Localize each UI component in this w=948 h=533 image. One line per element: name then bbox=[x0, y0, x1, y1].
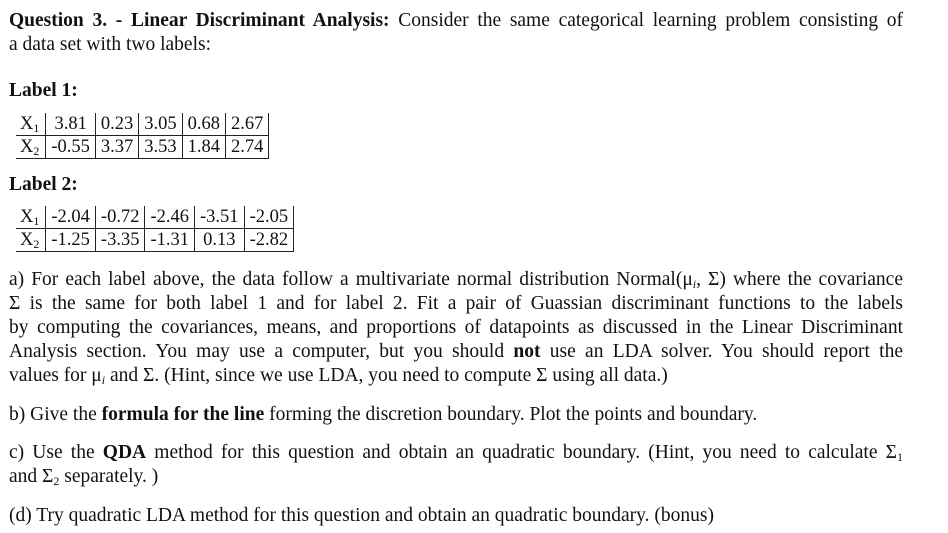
label2-title: Label 2: bbox=[9, 174, 78, 195]
table-cell: 3.81 bbox=[46, 113, 96, 136]
question-intro-line1: Question 3. - Linear Discriminant Analysis: Consider the same categorical learning problem consisting of bbox=[9, 10, 904, 31]
table-cell: -2.82 bbox=[244, 229, 294, 252]
row-header-x2: $X_2$ bbox=[16, 136, 46, 159]
table-cell: -1.31 bbox=[145, 229, 195, 252]
table-cell: -1.25 bbox=[46, 229, 96, 252]
part-c-line2: and $\Sigma_2$ separately. ) bbox=[9, 466, 159, 488]
table-cell: -3.51 bbox=[195, 206, 245, 229]
table-row bbox=[16, 136, 269, 159]
row-header-x1: $X_1$ bbox=[16, 113, 46, 136]
table-cell: 0.13 bbox=[195, 229, 245, 252]
part-a-line2: Σ is the same for both label 1 and for label 2. Fit a pair of Guassian discriminant functions to the labels bbox=[9, 293, 903, 314]
part-a-line1: a) For each label above, the data follow a multivariate normal distribution $Normal(\mu_i$, Σ) where the covariance bbox=[9, 269, 903, 291]
row-header-x1: $X_1$ bbox=[16, 206, 46, 229]
table-cell: -0.55 bbox=[46, 136, 96, 159]
table-cell: 2.74 bbox=[226, 136, 269, 159]
table-row bbox=[16, 206, 294, 229]
table-cell: -3.35 bbox=[95, 229, 145, 252]
table-cell: 1.84 bbox=[182, 136, 225, 159]
table-cell: 3.53 bbox=[139, 136, 182, 159]
table-row bbox=[16, 229, 294, 252]
table-cell: -0.72 bbox=[95, 206, 145, 229]
part-a-line3: by computing the covariances, means, and proportions of datapoints as discussed in the Linear Discriminant bbox=[9, 317, 903, 338]
table-cell: 0.68 bbox=[182, 113, 225, 136]
question-topic: Linear Discriminant Analysis: bbox=[130, 10, 390, 31]
part-b: b) Give the formula for the line forming the discretion boundary. Plot the points and boundary. bbox=[9, 404, 758, 425]
row-header-x2: $X_2$ bbox=[16, 229, 46, 252]
label1-table bbox=[16, 113, 269, 159]
table-row bbox=[16, 113, 269, 136]
label1-title: Label 1: bbox=[9, 80, 78, 101]
table-cell: -2.04 bbox=[46, 206, 96, 229]
part-a-line5: values for $\mu_i$ and Σ. (Hint, since we use LDA, you need to compute Σ using all data.) bbox=[9, 365, 668, 387]
table-cell: 3.05 bbox=[139, 113, 182, 136]
table-cell: -2.46 bbox=[145, 206, 195, 229]
table-cell: 0.23 bbox=[95, 113, 138, 136]
question-number: Question 3. bbox=[9, 10, 108, 31]
part-c-line1: c) Use the QDA method for this question and obtain an quadratic boundary. (Hint, you need to calculate $\Sigma_1$ bbox=[9, 442, 903, 464]
part-d: (d) Try quadratic LDA method for this question and obtain an quadratic boundary. (bonus) bbox=[9, 505, 714, 526]
label2-table bbox=[16, 206, 294, 252]
question-intro-line2: a data set with two labels: bbox=[9, 34, 211, 55]
table-cell: -2.05 bbox=[244, 206, 294, 229]
table-cell: 3.37 bbox=[95, 136, 138, 159]
part-a-line4: Analysis section. You may use a computer, but you should not use an LDA solver. You should report the bbox=[9, 341, 903, 362]
table-cell: 2.67 bbox=[226, 113, 269, 136]
